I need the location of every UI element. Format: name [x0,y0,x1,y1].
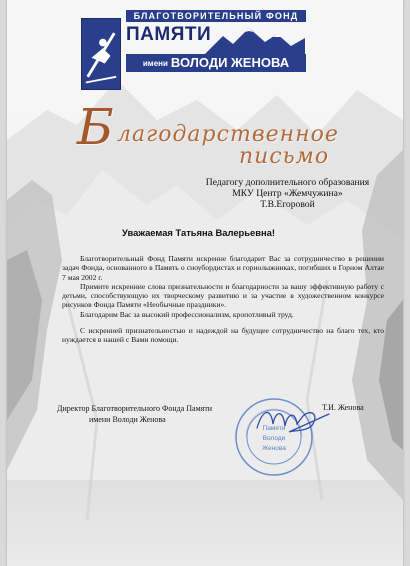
letter-title-word-1: лагодарственное [117,122,339,147]
letter-title-initial: Б [77,98,114,156]
recipient-line-3: Т.В.Егоровой [260,198,315,210]
stamp-center-line-2: Володи [262,435,286,442]
recipient-line-1: Педагогу дополнительного образования [205,177,370,188]
mountains-emblem-icon [205,26,305,54]
fund-title-sub-text: ВОЛОДИ ЖЕНОВА [170,55,290,70]
greeting: Уважаемая Татьяна Валерьевна! [122,227,276,238]
fund-title-sub [126,54,306,72]
signatory-name: Т.И. Женова [322,403,364,412]
body-paragraph: Примите искренние слова признательности и благодарности за вашу эффективную работу с детьми, способствующую их творческому развитию и за участие в художественном конкурсе рисунков Фонда Памяти «Необычные праздники». [62,281,384,310]
stamp-center-line-1: Памяти [262,425,286,432]
director-title [57,403,212,425]
letter-title [77,98,347,174]
director-line-2: имени Володи Женова [89,415,166,424]
director-line-1: Директор Благотворительного Фонда Памяти [57,404,213,413]
body-paragraph: Благодарим Вас за высокий профессионализм, кропотливый труд. [80,309,294,319]
signature-block [57,396,397,486]
body-paragraph: Благотворительный Фонд Памяти искренне благодарит Вас за сотрудничество в решении задач Фонда, основанного в Память о сноубордистах и горнолыжниках, погибших в Горном Алтае 7 мая 2002 г. [62,254,384,282]
stamp-center-line-3: Женова [262,445,286,452]
body-paragraph: С искренней признательностью и надеждой на будущее сотрудничество на благо тех, кто нуждается в нашей с Вами помощи. [62,326,384,345]
recipient-line-2: МКУ Центр «Жемчужина» [232,187,343,199]
fund-title-top: БЛАГОТВОРИТЕЛЬНЫЙ ФОНД [126,10,306,22]
snowboarder-logo-icon [82,19,120,89]
fund-title-main: ПАМЯТИ [126,24,212,45]
letter-title-word-2: письмо [239,144,330,169]
fund-logo [81,18,121,90]
fund-title-sub-small: имени [142,58,168,68]
handwritten-signature [253,402,333,438]
letter-page [7,0,403,566]
letter-body [62,254,384,345]
fund-header [81,6,309,94]
recipient-block [175,178,400,210]
